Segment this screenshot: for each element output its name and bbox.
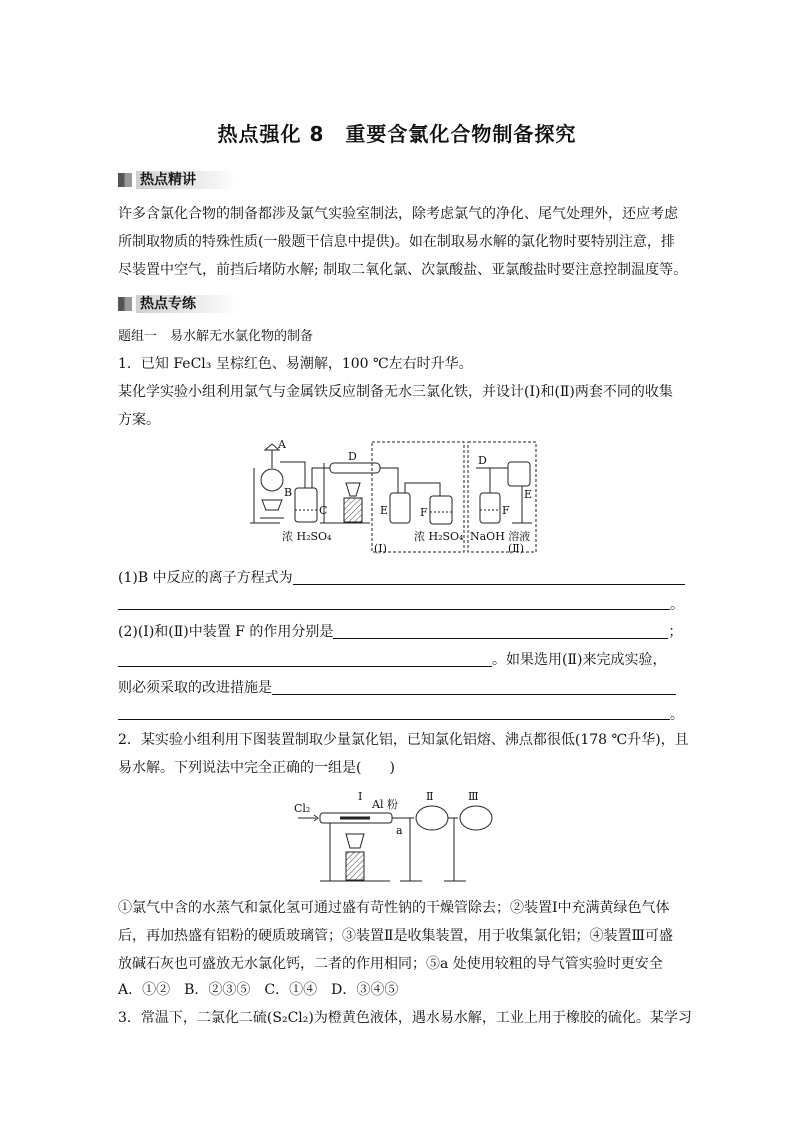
intro-line-3: 尽装置中空气，前挡后堵防水解; 制取二氧化氯、次氯酸盐、亚氯酸盐时要注意控制温度等。 — [118, 262, 688, 278]
answer-blank-4b[interactable] — [118, 718, 670, 720]
collector-ii — [416, 806, 448, 830]
label-f2: F — [502, 504, 510, 517]
q1-sub3-text: 则必须采取的改进措施是 — [118, 680, 272, 696]
connector-tube-2 — [380, 468, 408, 493]
label-f: F — [420, 506, 428, 519]
q2-statement-3: 放碱石灰也可盛放无水氯化钙，二者的作用相同；⑤a 处使用较粗的导气管实验时更安全 — [118, 956, 663, 972]
label-c: C — [319, 504, 328, 517]
drying-tube-iii — [460, 806, 492, 830]
label-d: D — [348, 450, 357, 463]
q2-statement-1: ①氯气中含的水蒸气和氯化氢可通过盛有苛性钠的干燥管除去；②装置Ⅰ中充满黄绿色气体 — [118, 900, 670, 916]
label-a: A — [278, 438, 286, 451]
q1-sub2-text: (2)(Ⅰ)和(Ⅱ)中装置 F 的作用分别是 — [118, 624, 334, 640]
q2-statement-2: 后，再加热盛有铝粉的硬质玻璃管；③装置Ⅱ是收集装置，用于收集氯化铝；④装置Ⅲ可盛 — [118, 928, 674, 944]
q1-line-3: 方案。 — [118, 412, 160, 428]
q1-sub1-text: (1)B 中反应的离子方程式为 — [118, 570, 293, 586]
label-naoh: NaOH 溶液 — [470, 530, 531, 543]
label-e2: E — [524, 488, 533, 501]
bottle-e2 — [508, 462, 530, 486]
q1-line-2: 某化学实验小组利用氯气与金属铁反应制备无水三氯化铁，并设计(Ⅰ)和(Ⅱ)两套不同的收集 — [118, 384, 673, 400]
label-a: a — [396, 824, 403, 837]
q1-sub2b-text: 。如果选用(Ⅱ)来完成实验， — [492, 652, 667, 668]
page-title: 热点强化 8 重要含氯化合物制备探究 — [217, 122, 577, 146]
heater-block — [344, 498, 362, 522]
intro-line-1: 许多含氯化合物的制备都涉及氯气实验室制法，除考虑氯气的净化、尾气处理外，还应考虑 — [118, 206, 678, 222]
flame — [346, 834, 364, 848]
flask-b — [261, 469, 283, 491]
q3-line-1: 3．常温下，二氯化二硫(S₂Cl₂)为橙黄色液体，遇水易水解，工业上用于橡胶的硫化。某学习 — [118, 1010, 692, 1026]
intro-line-2: 所制取物质的特殊性质(一般题干信息中提供)。如在制取易水解的氯化物时要特别注意，排 — [118, 234, 675, 250]
delivery-tube — [280, 462, 305, 488]
q2-apparatus-figure — [290, 786, 500, 886]
label-e: E — [380, 504, 389, 517]
q1-sub3 — [118, 678, 678, 698]
label-d2: D — [478, 454, 487, 467]
label-i: Ⅰ — [358, 790, 363, 803]
section-marker-icon — [118, 173, 132, 187]
q1-sub2 — [118, 622, 683, 642]
connector-tube-3 — [405, 483, 440, 496]
burner — [262, 500, 282, 510]
section-heading-hotspot-lecture — [118, 170, 236, 190]
q1-sub1 — [118, 568, 678, 588]
label-al: Al 粉 — [372, 798, 398, 811]
section-label: 热点专练 — [136, 295, 236, 313]
q2-options: A．①② B．②③⑤ C．①④ D．③④⑤ — [118, 982, 399, 998]
label-scheme-i: (Ⅰ) — [374, 542, 387, 555]
flame — [346, 483, 360, 496]
label-h2so4-2: 浓 H₂SO₄ — [414, 530, 464, 543]
section-marker-icon — [118, 297, 132, 311]
q1-line-1: 1．已知 FeCl₃ 呈棕红色、易潮解，100 ℃左右时升华。 — [118, 356, 473, 372]
period-mark-2: 。 — [670, 707, 684, 723]
label-ii: Ⅱ — [426, 790, 434, 803]
bottle-c — [295, 488, 317, 522]
dropping-funnel — [265, 444, 279, 450]
period-mark: 。 — [670, 597, 684, 613]
label-b: B — [284, 486, 293, 499]
group-heading: 题组一 易水解无水氯化物的制备 — [118, 329, 314, 344]
label-iii: Ⅲ — [468, 790, 479, 803]
heater-block — [346, 852, 364, 880]
answer-blank-3[interactable] — [118, 652, 492, 667]
bottle-f — [430, 496, 452, 524]
bottle-f2 — [480, 493, 500, 523]
semicolon-mark: ； — [668, 624, 683, 640]
answer-blank-2[interactable] — [333, 624, 668, 639]
label-cl2: Cl₂ — [294, 802, 311, 815]
connector-tube — [312, 468, 330, 488]
q1-sub2-cont — [118, 650, 678, 670]
answer-blank-4[interactable] — [272, 680, 676, 695]
q2-line-1: 2．某实验小组利用下图装置制取少量氯化铝，已知氯化铝熔、沸点都很低(178 ℃升华)，且 — [118, 732, 689, 748]
bottle-e — [390, 493, 410, 523]
label-h2so4-1: 浓 H₂SO₄ — [282, 530, 332, 543]
label-scheme-ii: (Ⅱ) — [508, 542, 525, 555]
section-heading-hotspot-practice — [118, 294, 236, 314]
q2-line-2: 易水解。下列说法中完全正确的一组是( ) — [118, 760, 395, 776]
q1-apparatus-figure — [240, 438, 540, 558]
answer-blank-1b[interactable] — [118, 608, 670, 610]
section-label: 热点精讲 — [136, 171, 236, 189]
answer-blank-1[interactable] — [293, 570, 685, 585]
